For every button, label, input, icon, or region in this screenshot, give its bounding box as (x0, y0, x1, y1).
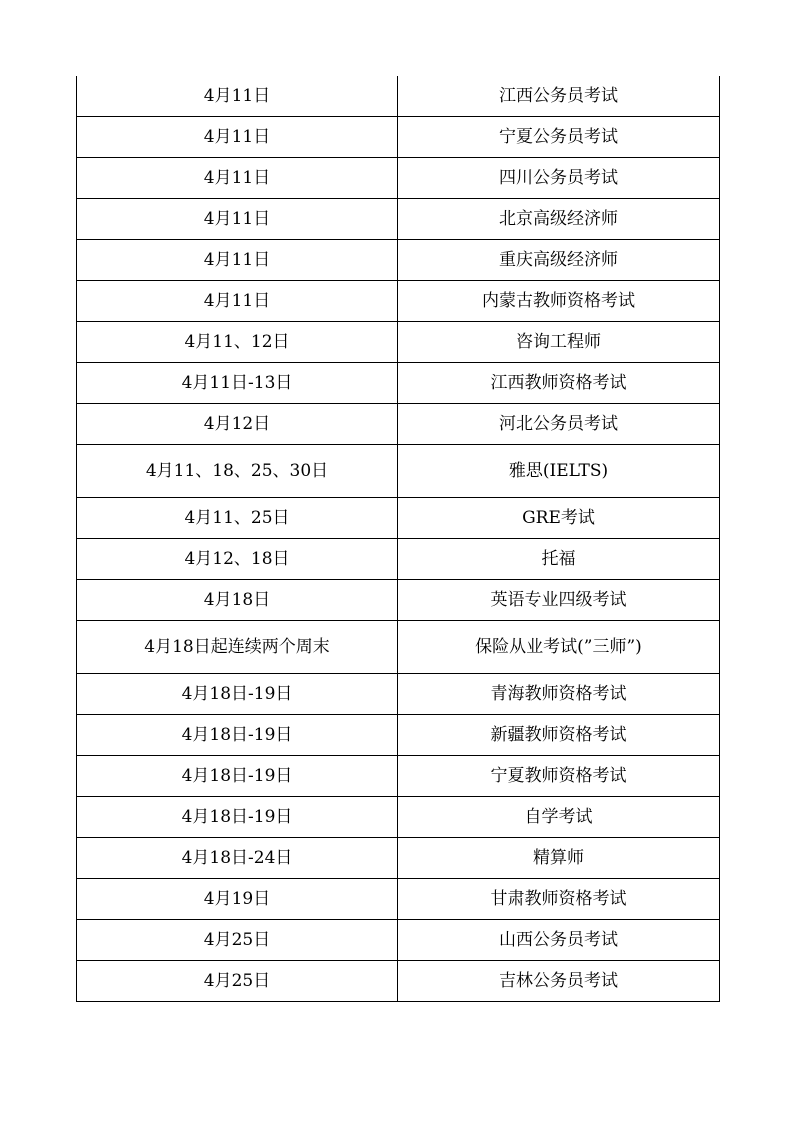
date-cell: 4月18日 (77, 580, 398, 621)
exam-cell: 青海教师资格考试 (398, 674, 720, 715)
exam-cell: 山西公务员考试 (398, 920, 720, 961)
date-cell: 4月11、25日 (77, 498, 398, 539)
exam-cell: 宁夏公务员考试 (398, 117, 720, 158)
table-row (77, 621, 720, 674)
date-cell: 4月11日 (77, 158, 398, 199)
table-row (77, 76, 720, 117)
exam-cell: 新疆教师资格考试 (398, 715, 720, 756)
exam-cell: 北京高级经济师 (398, 199, 720, 240)
table-row (77, 879, 720, 920)
exam-cell: 托福 (398, 539, 720, 580)
date-cell: 4月11、18、25、30日 (77, 445, 398, 498)
exam-cell: 自学考试 (398, 797, 720, 838)
exam-cell: 四川公务员考试 (398, 158, 720, 199)
date-cell: 4月18日-19日 (77, 715, 398, 756)
exam-cell: GRE考试 (398, 498, 720, 539)
date-cell: 4月25日 (77, 920, 398, 961)
table-row (77, 363, 720, 404)
exam-cell: 精算师 (398, 838, 720, 879)
table-row (77, 404, 720, 445)
table-row (77, 158, 720, 199)
date-cell: 4月11日 (77, 199, 398, 240)
exam-cell: 英语专业四级考试 (398, 580, 720, 621)
date-cell: 4月18日-24日 (77, 838, 398, 879)
table-row (77, 240, 720, 281)
table-row (77, 498, 720, 539)
date-cell: 4月18日起连续两个周末 (77, 621, 398, 674)
exam-cell: 河北公务员考试 (398, 404, 720, 445)
table-row (77, 322, 720, 363)
date-cell: 4月18日-19日 (77, 756, 398, 797)
date-cell: 4月12、18日 (77, 539, 398, 580)
exam-cell: 重庆高级经济师 (398, 240, 720, 281)
date-cell: 4月18日-19日 (77, 797, 398, 838)
date-cell: 4月18日-19日 (77, 674, 398, 715)
date-cell: 4月19日 (77, 879, 398, 920)
table-row (77, 838, 720, 879)
table-row (77, 199, 720, 240)
date-cell: 4月11日-13日 (77, 363, 398, 404)
exam-schedule-table (76, 76, 720, 1002)
exam-cell: 咨询工程师 (398, 322, 720, 363)
exam-cell: 甘肃教师资格考试 (398, 879, 720, 920)
table-row (77, 539, 720, 580)
table-row (77, 674, 720, 715)
exam-cell: 保险从业考试(”三师”) (398, 621, 720, 674)
date-cell: 4月11、12日 (77, 322, 398, 363)
date-cell: 4月11日 (77, 281, 398, 322)
table-row (77, 797, 720, 838)
exam-cell: 江西教师资格考试 (398, 363, 720, 404)
table-row (77, 920, 720, 961)
table-row (77, 117, 720, 158)
date-cell: 4月12日 (77, 404, 398, 445)
exam-cell: 宁夏教师资格考试 (398, 756, 720, 797)
table-row (77, 281, 720, 322)
exam-cell: 江西公务员考试 (398, 76, 720, 117)
table-row (77, 715, 720, 756)
exam-cell: 雅思(IELTS) (398, 445, 720, 498)
table-row (77, 756, 720, 797)
table-row (77, 445, 720, 498)
date-cell: 4月25日 (77, 961, 398, 1002)
date-cell: 4月11日 (77, 117, 398, 158)
exam-cell: 吉林公务员考试 (398, 961, 720, 1002)
table-row (77, 580, 720, 621)
exam-cell: 内蒙古教师资格考试 (398, 281, 720, 322)
table-row (77, 961, 720, 1002)
date-cell: 4月11日 (77, 240, 398, 281)
date-cell: 4月11日 (77, 76, 398, 117)
